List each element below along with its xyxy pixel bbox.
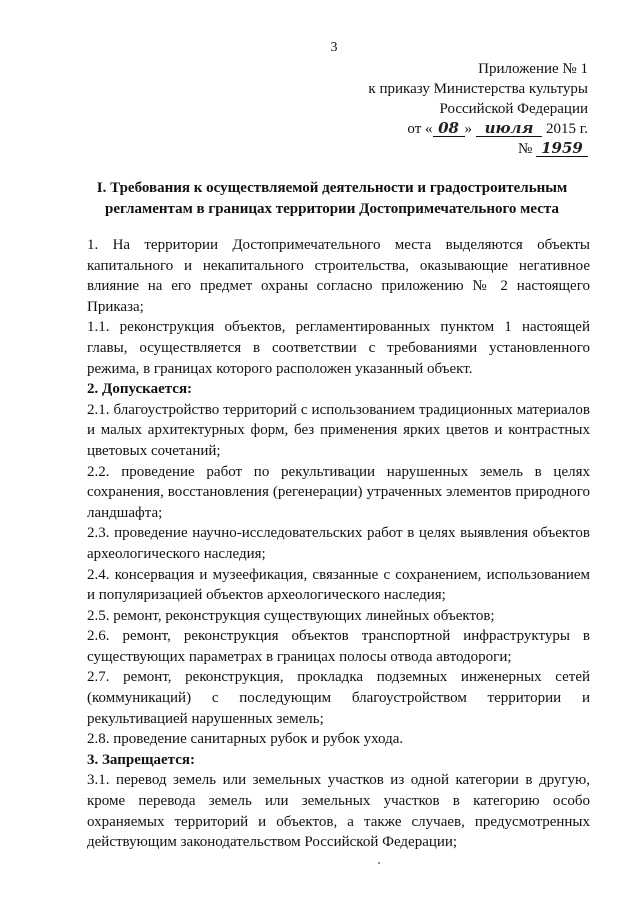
appendix-title: Приложение № 1 <box>478 61 588 77</box>
date-day-handwritten: 08 <box>433 120 465 137</box>
paragraph: 2.4. консервация и музеефикация, связанные с сохранением, использованием и популяризацией объектов археологического наследия; <box>87 566 590 604</box>
section-heading: 3. Запрещается: <box>87 751 196 768</box>
paragraph: 3.1. перевод земель или земельных участков из одной категории в другую, кроме перевода земель или земельных участков в категорию особо охраняемых территорий и объектов, а также случаев, предусмотренных действующим законодательством Российской Федерации; <box>87 772 590 851</box>
scan-speck <box>378 862 380 864</box>
date-mid: » <box>464 121 473 137</box>
appendix-order-ref: к приказу Министерства культуры <box>368 81 588 97</box>
paragraph: 2.6. ремонт, реконструкция объектов транспортной инфраструктуры в существующих параметрах в границах полосы отвода автодороги; <box>87 628 590 665</box>
section-title: I. Требования к осуществляемой деятельности и градостроительным регламентам в границах территории Достопримечательного места <box>96 180 568 217</box>
page-number: 3 <box>330 40 338 55</box>
paragraph: 2.3. проведение научно-исследовательских работ в целях выявления объектов археологического наследия; <box>87 525 590 562</box>
order-number-handwritten: 1959 <box>536 140 588 157</box>
paragraph: 2.1. благоустройство территорий с использованием традиционных материалов и малых архитектурных форм, без применения ярких цветов и контрастных цветовых сочетаний; <box>87 401 590 459</box>
paragraph: 2.8. проведение санитарных рубок и рубок ухода. <box>87 731 404 748</box>
date-month-handwritten: июля <box>476 120 542 137</box>
number-prefix: № <box>517 141 533 157</box>
appendix-country: Российской Федерации <box>439 101 588 117</box>
paragraph: 2.7. ремонт, реконструкция, прокладка подземных инженерных сетей (коммуникаций) с последующим благоустройством территории и рекультивацией нарушенных земель; <box>87 669 590 727</box>
appendix-date-line <box>368 119 588 139</box>
paragraph: 2.2. проведение работ по рекультивации нарушенных земель в целях сохранения, восстановления (регенерации) утраченных элементов природного ландшафта; <box>87 463 590 521</box>
appendix-number-line <box>368 139 588 159</box>
paragraph: 1.1. реконструкция объектов, регламентированных пунктом 1 настоящей главы, осуществляется в соответствии с требованиями установленного режима, в границах которого расположен указанный объект. <box>87 319 590 377</box>
section-heading: 2. Допускается: <box>87 381 193 398</box>
appendix-header <box>368 59 588 159</box>
document-body <box>87 235 590 853</box>
date-prefix: от « <box>407 121 433 137</box>
paragraph: 1. На территории Достопримечательного места выделяются объекты капитального и некапитального строительства, оказывающие негативное влияние на его предмет охраны согласно приложению № 2 настоящего Приказа; <box>87 237 590 315</box>
date-year: 2015 г. <box>546 121 588 137</box>
paragraph: 2.5. ремонт, реконструкция существующих линейных объектов; <box>87 607 495 624</box>
